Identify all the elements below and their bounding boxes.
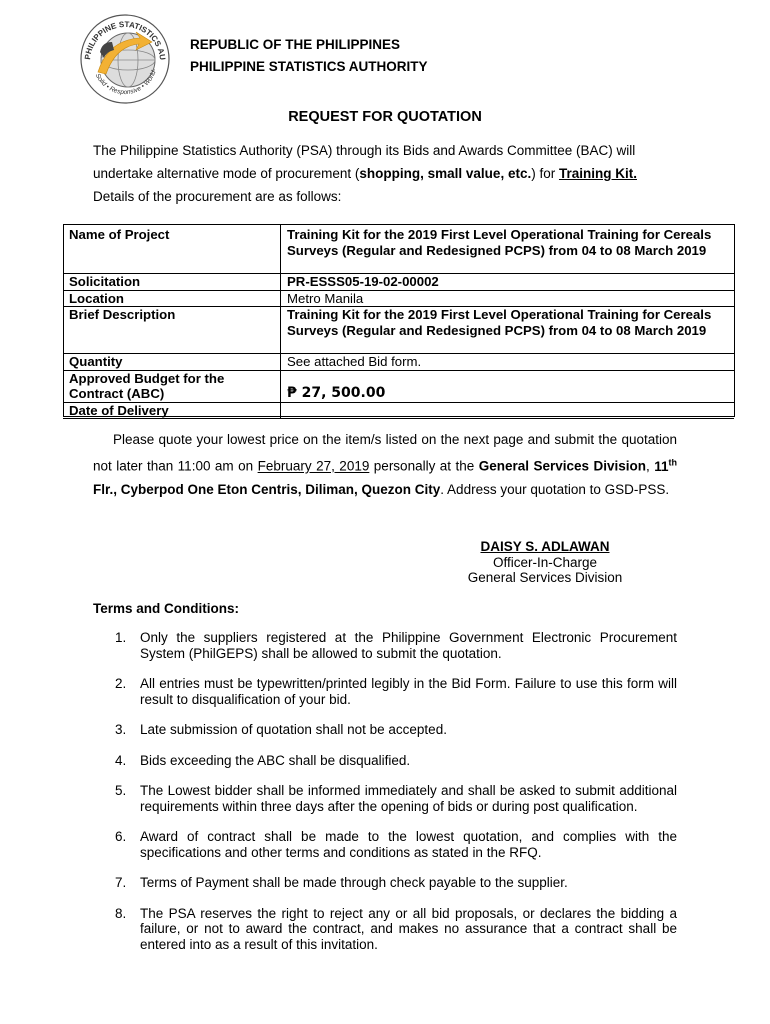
instruction-text-3: , xyxy=(645,458,655,474)
item-text: All entries must be typewritten/printed legibly in the Bid Form. Failure to use this form will result to disqualification of your bid. xyxy=(140,676,677,707)
table-row xyxy=(63,225,734,274)
list-item xyxy=(93,829,677,860)
row-value: PR-ESSS05-19-02-00002 xyxy=(281,274,735,291)
intro-text-1: The Philippine Statistics Authority (PSA) through its Bids and Awards Committee (BAC) will undertake alternative mode of procurement ( xyxy=(93,143,636,181)
item-text: The Lowest bidder shall be informed immediately and shall be asked to submit additional requirements within three days after the opening of bids or during post qualification. xyxy=(140,783,677,814)
table-row xyxy=(63,354,734,371)
table-row xyxy=(63,402,734,419)
item-number: 2. xyxy=(115,676,127,691)
row-value: See attached Bid form. xyxy=(281,354,735,371)
table-row xyxy=(63,370,734,402)
row-value xyxy=(281,402,735,419)
list-item xyxy=(93,906,677,953)
row-label: Name of Project xyxy=(63,225,281,274)
item-number: 6. xyxy=(115,829,127,844)
row-value: Training Kit for the 2019 First Level Operational Training for Cereals Surveys (Regular and Redesigned PCPS) from 04 to 08 March 2019 xyxy=(281,307,735,354)
page-title: REQUEST FOR QUOTATION xyxy=(288,109,482,125)
logo-ring-text: PHILIPPINE STATISTICS AU xyxy=(83,19,168,61)
item-number: 3. xyxy=(115,722,127,737)
row-label: Brief Description xyxy=(63,307,281,354)
list-item xyxy=(93,875,677,891)
instruction-text-2: personally at the xyxy=(369,458,479,474)
table-row xyxy=(63,290,734,307)
procurement-table xyxy=(63,225,734,419)
item-text: Late submission of quotation shall not be accepted. xyxy=(140,722,447,737)
item-text: The PSA reserves the right to reject any or all bid proposals, or declares the bidding a failure, or not to award the contract, and makes no assurance that a contract shall be entered into as a result of this invitation. xyxy=(140,905,677,952)
table-row xyxy=(63,274,734,291)
logo-motto: Solid • Responsive • World- xyxy=(93,68,159,97)
item-text: Terms of Payment shall be made through check payable to the supplier. xyxy=(140,875,568,890)
list-item xyxy=(93,630,677,661)
item-number: 5. xyxy=(115,783,127,798)
signatory-position: Officer-In-Charge xyxy=(492,554,598,570)
deadline-date: February 27, 2019 xyxy=(257,458,370,474)
item-number: 8. xyxy=(115,905,127,921)
abc-amount: ₱ 27, 500.00 xyxy=(281,370,735,402)
intro-bold: shopping, small value, etc. xyxy=(359,166,532,181)
list-item xyxy=(93,783,677,814)
terms-list xyxy=(93,622,677,952)
signatory-block xyxy=(440,539,650,586)
row-label: Location xyxy=(63,290,281,307)
instruction-place-2: Flr., Cyberpod One Eton Centris, Diliman, Quezon City xyxy=(93,481,441,497)
instruction-paragraph xyxy=(93,428,677,501)
row-label: Date of Delivery xyxy=(63,402,281,419)
intro-text-3: Details of the procurement are as follows: xyxy=(93,189,342,204)
header-country: REPUBLIC OF THE PHILIPPINES xyxy=(190,37,401,52)
row-value: Metro Manila xyxy=(281,290,735,307)
row-value: Training Kit for the 2019 First Level Operational Training for Cereals Surveys (Regular and Redesigned PCPS) from 04 to 08 March 2019 xyxy=(287,227,712,258)
list-item xyxy=(93,722,677,738)
instruction-place-1: General Services Division xyxy=(478,458,646,474)
item-text: Bids exceeding the ABC shall be disqualified. xyxy=(140,752,411,768)
intro-paragraph xyxy=(93,139,691,208)
instruction-text-1: Please quote your lowest price on the item/s listed on the next page and submit the quotation not later than 11:00 am on xyxy=(93,432,677,474)
item-number: 7. xyxy=(115,875,127,890)
signatory-name: DAISY S. ADLAWAN xyxy=(480,539,610,554)
item-number: 4. xyxy=(115,752,127,768)
signatory-office: General Services Division xyxy=(467,570,623,585)
intro-text-2: ) for xyxy=(531,166,559,181)
item-text: Award of contract shall be made to the lowest quotation, and complies with the specifications and other terms and conditions as stated in the RFQ. xyxy=(140,829,677,860)
row-label: Approved Budget for the Contract (ABC) xyxy=(63,370,281,402)
list-item xyxy=(93,676,677,707)
item-number: 1. xyxy=(115,630,127,645)
list-item xyxy=(93,753,677,769)
terms-heading: Terms and Conditions: xyxy=(93,601,240,616)
floor-suffix: th xyxy=(668,457,677,467)
psa-logo xyxy=(78,12,172,106)
intro-underline: Training Kit. xyxy=(558,166,637,181)
instruction-text-4: . Address your quotation to GSD-PSS. xyxy=(440,481,670,497)
header-agency: PHILIPPINE STATISTICS AUTHORITY xyxy=(190,59,428,74)
row-label: Solicitation xyxy=(63,274,281,291)
psa-seal-icon xyxy=(78,12,172,106)
item-text: Only the suppliers registered at the Philippine Government Electronic Procurement System (PhilGEPS) shall be allowed to submit the quotation. xyxy=(140,630,677,661)
table-row xyxy=(63,307,734,354)
floor-number: 11 xyxy=(654,458,669,474)
row-label: Quantity xyxy=(63,354,281,371)
